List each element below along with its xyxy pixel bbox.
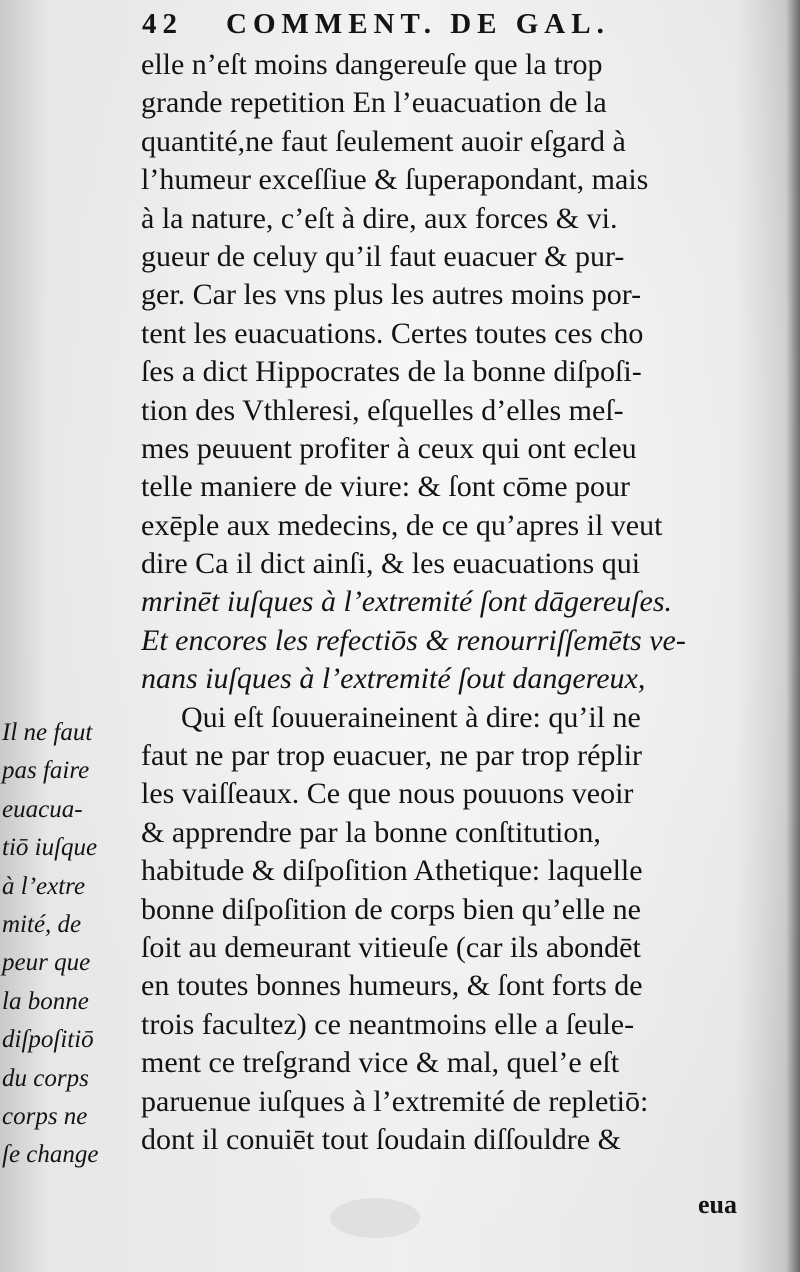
margin-note-line: tiō iuſque (2, 834, 98, 862)
catchword: eua (698, 1190, 737, 1219)
page-edge-shadow (786, 0, 800, 1272)
text-line: ſoit au demeurant vitieuſe (car ils abondēt (141, 930, 641, 964)
quotation-line: mrinēt iuſques à l’extremité ſont dāgereuſes. (141, 585, 672, 619)
text-line: ſes a dict Hippocrates de la bonne diſpoſi- (141, 355, 642, 389)
text-line: bonne diſpoſition de corps bien qu’elle ne (141, 892, 641, 926)
margin-note-line: diſpoſitiō (2, 1026, 94, 1054)
text-line: dire Ca il dict ainſi, & les euacuations qui (141, 547, 641, 581)
text-line: tent les euacuations. Certes toutes ces cho (141, 316, 644, 350)
text-line: trois facultez) ce neantmoins elle a ſeule- (141, 1007, 635, 1041)
margin-note-line: pas faire (2, 757, 90, 785)
text-line: & apprendre par la bonne conſtitution, (141, 815, 601, 849)
margin-note-line: mité, de (2, 910, 82, 938)
margin-note-line: du corps (2, 1064, 89, 1092)
margin-note-line: la bonne (2, 987, 89, 1015)
text-line: elle n’eſt moins dangereuſe que la trop (141, 48, 603, 81)
text-line: ment ce treſgrand vice & mal, quel’e eſt (141, 1046, 620, 1080)
text-line: les vaiſſeaux. Ce que nous pouuons veoir (141, 777, 634, 811)
text-line: l’humeur exceſſiue & ſuperapondant, mais (141, 163, 649, 197)
text-line: habitude & diſpoſition Athetique: laquelle (141, 854, 643, 888)
text-line: en toutes bonnes humeurs, & ſont forts de (141, 969, 643, 1003)
paragraph-start-line: Qui eſt ſouueraineinent à dire: qu’il ne (181, 700, 641, 734)
running-title: COMMENT. DE GAL. (226, 8, 610, 40)
page-number: 42 (142, 8, 183, 40)
text-line: telle maniere de viure: & ſont cōme pour (141, 470, 630, 504)
text-line: gueur de celuy qu’il faut euacuer & pur- (141, 239, 625, 273)
text-line: paruenue iuſques à l’extremité de repletiō: (141, 1084, 649, 1118)
text-line: ger. Car les vns plus les autres moins por- (141, 278, 642, 312)
text-line: faut ne par trop euacuer, ne par trop réplir (141, 739, 643, 773)
margin-note-line: euacua- (2, 795, 83, 823)
margin-note-line: à l’extre (2, 872, 86, 900)
marginal-note (2, 714, 140, 1175)
text-line: à la nature, c’eſt à dire, aux forces & vi. (141, 201, 618, 235)
margin-note-line: corps ne (2, 1102, 88, 1130)
ink-smudge (330, 1198, 420, 1238)
quotation-line: nans iuſques à l’extremité ſout dangereux, (141, 662, 646, 696)
text-line: dont il conuiēt tout ſoudain diſſouldre & (141, 1122, 621, 1156)
margin-note-line: Il ne faut (2, 719, 93, 746)
page-header (130, 8, 770, 44)
text-line: exēple aux medecins, de ce qu’apres il veut (141, 508, 663, 542)
text-line: quantité,ne faut ſeulement auoir eſgard à (141, 124, 626, 158)
text-line: mes peuuent profiter à ceux qui ont ecleu (141, 431, 637, 465)
margin-note-line: peur que (2, 949, 91, 977)
margin-note-line: ſe change (2, 1141, 99, 1169)
text-line: grande repetition En l’euacuation de la (141, 86, 607, 120)
text-line: tion des Vthleresi, eſquelles d’elles meſ- (141, 393, 624, 427)
quotation-line: Et encores les refectiōs & renourriſſemēts ve- (141, 623, 686, 657)
main-text-block (141, 46, 766, 1159)
